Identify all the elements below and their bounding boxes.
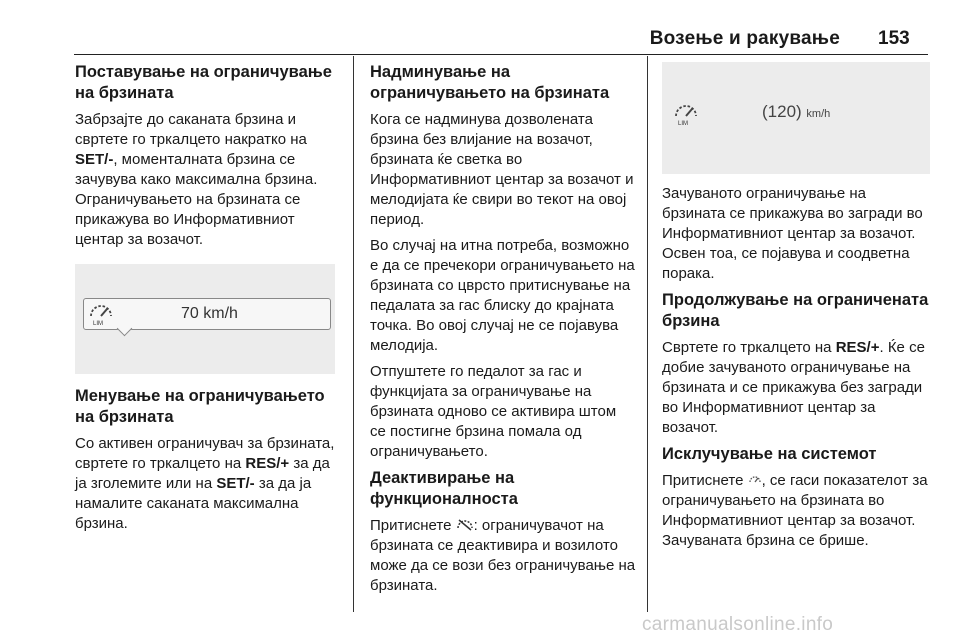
key-set: SET/-: [75, 151, 114, 168]
speed-limit-display-figure: [75, 264, 335, 374]
paragraph-deactivate: Притиснете : ограничувачот на брзината се деактивира и возилото може да се вози без ограничување на брзината.: [370, 517, 636, 594]
section-heading-switch-off: Исклучување на системот: [662, 445, 877, 463]
paragraph-exceeding-3: Отпуштете го педалот за гас и функцијата за ограничување на брзината одново се активира штом се постигне брзина помала од ограничувањето.: [370, 363, 617, 460]
limiter-label: LIM: [678, 121, 689, 126]
stored-limit-display-figure: [662, 62, 930, 174]
cancel-limiter-icon: [456, 518, 474, 532]
section-heading-set-limit: Поставување на ограничување на брзината: [75, 63, 332, 102]
section-heading-exceeding: Надминување на ограничувањето на брзината: [370, 63, 610, 102]
paragraph-exceeding-2: Во случај на итна потреба, возможно е да се пречекори ограничувањето на брзината со цврсто притиснување на педалата за гас блиску до крајната точка. Во овој случај не се појавува мелодија.: [370, 237, 635, 354]
column-2: [370, 62, 636, 602]
key-set: SET/-: [216, 475, 255, 492]
paragraph-stored-limit: Зачуваното ограничување на брзината се прикажува во загради во Информативниот центар за возачот. Освен тоа, се појавува и соодветна порака.: [662, 185, 923, 282]
section-heading-resume: Продолжување на ограничената брзина: [662, 291, 929, 330]
column-3: [662, 62, 930, 557]
paragraph-change-limit: Со активен ограничувач за брзината, свртете го тркалцето на RES/+ за да ја зголемите или на SET/- за да ја намалите саканата максимална брзина.: [75, 435, 335, 532]
header-divider: [74, 54, 928, 55]
running-header: Возење и ракување: [649, 28, 840, 49]
section-heading-change-limit: Менување на ограничувањето на брзината: [75, 387, 325, 426]
speed-limiter-icon: [672, 102, 702, 126]
page-number: 153: [878, 28, 910, 49]
paragraph-resume: Свртете го тркалцето на RES/+. Ќе се добие зачуваното ограничување на брзината и се прикажува без загради во Информативниот центар за возачот.: [662, 339, 925, 436]
limiter-label: LIM: [93, 321, 104, 326]
watermark: carmanualsonline.info: [642, 614, 834, 635]
speed-limiter-icon: [87, 302, 117, 326]
limit-speed-value: 70 km/h: [181, 305, 238, 322]
column-1: [75, 62, 345, 540]
stored-speed-value: (120) km/h: [762, 102, 831, 121]
key-res: RES/+: [835, 339, 880, 356]
column-divider-1: [353, 56, 354, 612]
column-divider-2: [647, 56, 648, 612]
paragraph-exceeding-1: Кога се надминува дозволената брзина без влијание на возачот, брзината ќе светка во Информативниот центар за возачот и мелодијата ќе свири во текот на овој период.: [370, 111, 634, 228]
speed-unit: km/h: [806, 108, 831, 120]
paragraph-switch-off: Притиснете , се гаси показателот за ограничувањето на брзината во Информативниот центар за возачот. Зачуваната брзина се брише.: [662, 472, 928, 549]
paragraph-set-limit: Забрзајте до саканата брзина и свртете го тркалцето накратко на SET/-, моменталната брзина се зачувува како максимална брзина. Ограничувањето на брзината се прикажува во Информативниот центар за возачот.: [75, 111, 318, 248]
limiter-off-icon: [748, 473, 762, 487]
section-heading-deactivate: Деактивирање на функционалноста: [370, 469, 518, 508]
key-res: RES/+: [245, 455, 290, 472]
